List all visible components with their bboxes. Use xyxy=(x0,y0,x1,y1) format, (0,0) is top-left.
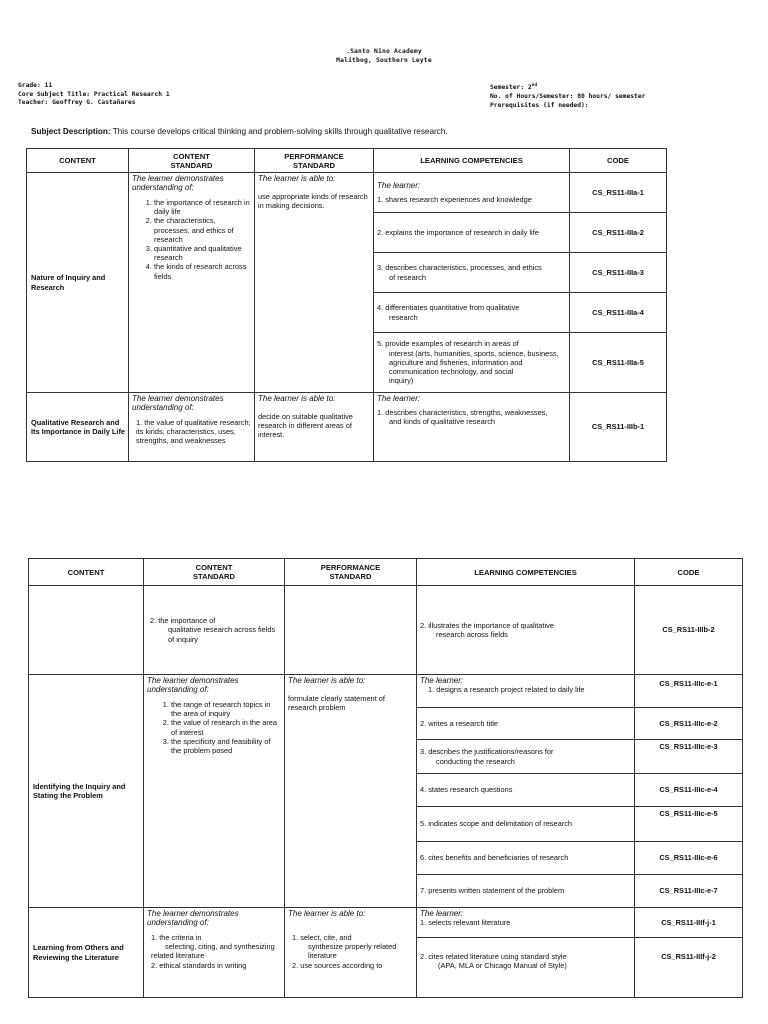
col-header-learning-competencies: LEARNING COMPETENCIES xyxy=(374,149,570,173)
content-standard-cell: The learner demonstrates understanding of: 1. the importance of research in daily life 2. the characteristics, processes, and ethics of research 3. quantitative and qualitative research 4. the kinds of research across fields xyxy=(129,173,255,393)
performance-standard-cell-empty xyxy=(285,586,417,675)
table-row xyxy=(27,173,667,213)
code-cell: CS_RS11-IIIc-e-3 xyxy=(635,740,743,774)
curriculum-table-2 xyxy=(28,558,743,998)
code-cell: CS_RS11-IIIf-j-1 xyxy=(635,908,743,938)
school-location: Malitbog, Southern Leyte xyxy=(336,57,432,64)
table-row xyxy=(29,586,743,675)
code-cell: CS_RS11-IIIc-e-5 xyxy=(635,807,743,842)
content-identifying-inquiry: Identifying the Inquiry and Stating the Problem xyxy=(29,675,144,908)
curriculum-table-1 xyxy=(26,148,667,462)
competency-cell: 4. differentiates quantitative from qualitative research xyxy=(374,293,570,333)
competency-cell: The learner: 1. designs a research project related to daily life xyxy=(417,675,635,708)
code-cell: CS_RS11-IIIa-2 xyxy=(570,213,667,253)
table-row xyxy=(29,675,743,708)
subject-description-text: This course develops critical thinking and problem-solving skills through qualitative research. xyxy=(110,127,448,136)
semester-label: Semester: 2nd xyxy=(490,83,538,92)
content-standard-cell: The learner demonstrates understanding of: 1. the criteria in selecting, citing, and synthesizing related literature 2. ethical standards in writing xyxy=(144,908,285,998)
competency-cell: The learner: 1. describes characteristics, strengths, weaknesses, and kinds of qualitative research xyxy=(374,393,570,462)
col-header-learning-competencies: LEARNING COMPETENCIES xyxy=(417,559,635,586)
competency-cell: 2. writes a research title xyxy=(417,708,635,740)
col-header-content-standard: CONTENT STANDARD xyxy=(144,559,285,586)
course-meta-left xyxy=(18,82,170,108)
code-cell: CS_RS11-IIIa-3 xyxy=(570,253,667,293)
code-cell: CS_RS11-IIIc-e-2 xyxy=(635,708,743,740)
competency-cell: 2. cites related literature using standard style (APA, MLA or Chicago Manual of Style) xyxy=(417,938,635,998)
school-name: .Santo Nino Academy xyxy=(346,48,422,55)
col-header-code: CODE xyxy=(635,559,743,586)
competency-cell: 2. explains the importance of research in daily life xyxy=(374,213,570,253)
school-header xyxy=(0,47,768,65)
competency-cell: 5. indicates scope and delimitation of research xyxy=(417,807,635,842)
content-cell-empty xyxy=(29,586,144,675)
table-header-row xyxy=(29,559,743,586)
competency-cell: 7. presents written statement of the problem xyxy=(417,875,635,908)
col-header-code: CODE xyxy=(570,149,667,173)
hours-label: No. of Hours/Semester: 80 hours/ semester xyxy=(490,92,646,100)
subject-description xyxy=(31,127,448,136)
code-cell: CS_RS11-IIIa-1 xyxy=(570,173,667,213)
code-cell: CS_RS11-IIIa-4 xyxy=(570,293,667,333)
code-cell: CS_RS11-IIIc-e-6 xyxy=(635,842,743,875)
performance-standard-cell: The learner is able to: decide on suitable qualitative research in different areas of interest. xyxy=(255,393,374,462)
code-cell: CS_RS11-IIIc-e-1 xyxy=(635,675,743,708)
performance-standard-cell: The learner is able to: 1. select, cite, and synthesize properly related literature 2. use sources according to xyxy=(285,908,417,998)
content-standard-list: 1. the range of research topics in the area of inquiry 2. the value of research in the area of interest 3. the specificity and feasibility of the problem posed xyxy=(147,700,281,755)
col-header-performance-standard: PERFORMANCE STANDARD xyxy=(255,149,374,173)
code-cell: CS_RS11-IIIb-1 xyxy=(570,393,667,462)
content-standard-cell: 2. the importance of qualitative research across fields of inquiry xyxy=(144,586,285,675)
competency-cell: 4. states research questions xyxy=(417,774,635,807)
competency-cell: The learner: 1. shares research experiences and knowledge xyxy=(374,173,570,213)
competency-cell: The learner: 1. selects relevant literature xyxy=(417,908,635,938)
subject-description-label: Subject Description: xyxy=(31,127,111,136)
teacher-label: Teacher: Geoffrey G. Castañares xyxy=(18,99,136,107)
content-qualitative-research: Qualitative Research and Its Importance in Daily Life xyxy=(27,393,129,462)
course-meta-right xyxy=(490,82,645,110)
code-cell: CS_RS11-IIIc-e-4 xyxy=(635,774,743,807)
competency-cell: 3. describes the justifications/reasons for conducting the research xyxy=(417,740,635,774)
competency-cell: 6. cites benefits and beneficiaries of research xyxy=(417,842,635,875)
competency-cell: 2. illustrates the importance of qualitative research across fields xyxy=(417,586,635,675)
performance-standard-cell: The learner is able to: formulate clearly statement of research problem xyxy=(285,675,417,908)
table-row xyxy=(27,393,667,462)
competency-cell: 3. describes characteristics, processes, and ethics of research xyxy=(374,253,570,293)
col-header-content: CONTENT xyxy=(29,559,144,586)
prerequisites-label: Prerequisites (if needed): xyxy=(490,101,589,109)
content-learning-from-others: Learning from Others and Reviewing the Literature xyxy=(29,908,144,998)
col-header-content: CONTENT xyxy=(27,149,129,173)
col-header-performance-standard: PERFORMANCE STANDARD xyxy=(285,559,417,586)
content-standard-cell: The learner demonstrates understanding of: 1. the range of research topics in the area of inquiry 2. the value of research in the area of interest 3. the specificity and feasibility of the problem posed xyxy=(144,675,285,908)
content-nature-of-inquiry: Nature of Inquiry and Research xyxy=(27,173,129,393)
code-cell: CS_RS11-IIIf-j-2 xyxy=(635,938,743,998)
code-cell: CS_RS11-IIIb-2 xyxy=(635,586,743,675)
table-header-row xyxy=(27,149,667,173)
code-cell: CS_RS11-IIIa-5 xyxy=(570,333,667,393)
competency-cell: 5. provide examples of research in areas of interest (arts, humanities, sports, science, business, agriculture and fisheries, information and communication technology, and social inquiry) xyxy=(374,333,570,393)
content-standard-list: 1. the importance of research in daily life 2. the characteristics, processes, and ethics of research 3. quantitative and qualitative research 4. the kinds of research across fields xyxy=(132,198,251,281)
performance-standard-cell: The learner is able to: use appropriate kinds of research in making decisions. xyxy=(255,173,374,393)
core-subject-label: Core Subject Title: Practical Research 1 xyxy=(18,90,170,98)
table-row xyxy=(29,908,743,938)
col-header-content-standard: CONTENT STANDARD xyxy=(129,149,255,173)
content-standard-cell: The learner demonstrates understanding of: 1. the value of qualitative research; its kinds, characteristics, uses, strengths, and weaknesses xyxy=(129,393,255,462)
code-cell: CS_RS11-IIIc-e-7 xyxy=(635,875,743,908)
grade-label: Grade: 11 xyxy=(18,82,53,89)
